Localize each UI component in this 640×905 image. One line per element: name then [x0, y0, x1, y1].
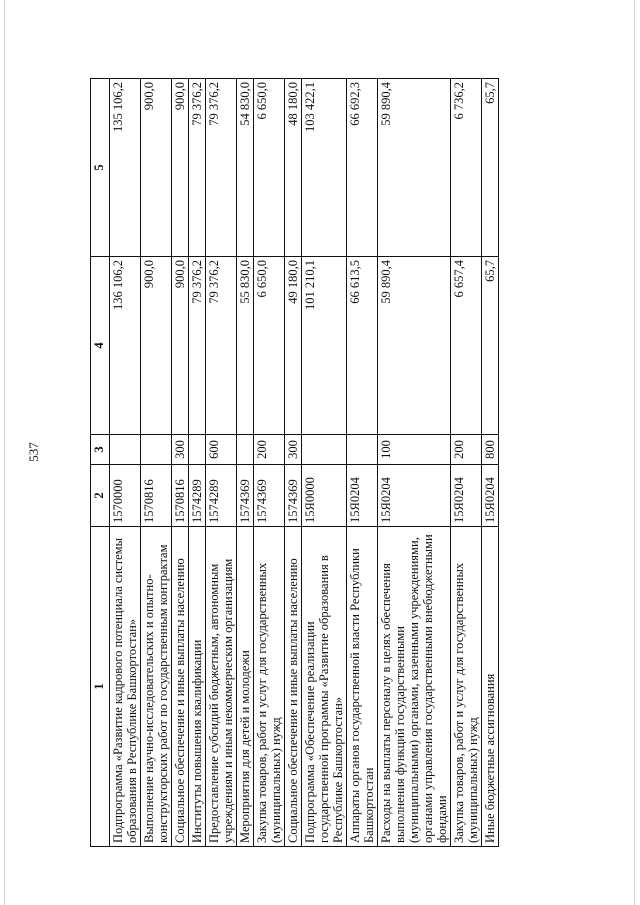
row-type-cell [110, 435, 141, 465]
row-value-col4-cell: 59 890,4 [378, 257, 451, 435]
header-col-5: 5 [91, 79, 110, 257]
row-value-col4-cell: 79 376,2 [189, 257, 206, 435]
row-name-cell: Закупка товаров, работ и услуг для государственных (муниципальных) нужд [254, 527, 285, 847]
row-type-cell [302, 435, 347, 465]
table-row [347, 79, 378, 847]
scan-edge-right [634, 0, 635, 905]
row-code-cell: 1570816 [141, 465, 172, 527]
row-value-col4-cell: 900,0 [172, 257, 189, 435]
row-value-col5-cell: 59 890,4 [378, 79, 451, 257]
row-name-cell: Подпрограмма «Развитие кадрового потенциала системы образования в Республике Башкортостан» [110, 527, 141, 847]
row-value-col4-cell: 136 106,2 [110, 257, 141, 435]
header-col-1: 1 [91, 527, 110, 847]
row-code-cell: 1574289 [189, 465, 206, 527]
rotated-content [90, 79, 520, 847]
row-value-col4-cell: 900,0 [141, 257, 172, 435]
row-type-cell: 300 [285, 435, 302, 465]
table-row [141, 79, 172, 847]
table-row [237, 79, 254, 847]
row-name-cell: Подпрограмма «Обеспечение реализации государственной программы «Развитие образования в Республике Башкортостан» [302, 527, 347, 847]
row-value-col5-cell: 900,0 [141, 79, 172, 257]
row-type-cell [189, 435, 206, 465]
row-value-col5-cell: 6 650,0 [254, 79, 285, 257]
row-code-cell: 1570000 [110, 465, 141, 527]
header-col-3: 3 [91, 435, 110, 465]
table-row [482, 79, 499, 847]
row-value-col5-cell: 48 180,0 [285, 79, 302, 257]
row-value-col5-cell: 900,0 [172, 79, 189, 257]
row-type-cell: 200 [451, 435, 482, 465]
table-row [378, 79, 451, 847]
row-type-cell [237, 435, 254, 465]
row-name-cell: Расходы на выплаты персоналу в целях обеспечения выполнения функций государственными (муниципальными) органами, казенными учреждениями, органами управления государственными внебюджетными фондами [378, 527, 451, 847]
row-name-cell: Иные бюджетные ассигнования [482, 527, 499, 847]
row-value-col5-cell: 6 736,2 [451, 79, 482, 257]
row-code-cell: 15Я0204 [451, 465, 482, 527]
header-row [91, 79, 110, 847]
table-row [172, 79, 189, 847]
row-code-cell: 15Я0204 [347, 465, 378, 527]
row-type-cell [347, 435, 378, 465]
row-type-cell [141, 435, 172, 465]
row-value-col4-cell: 101 210,1 [302, 257, 347, 435]
scan-edge-left [4, 0, 5, 905]
row-code-cell: 15Я0204 [482, 465, 499, 527]
row-name-cell: Мероприятия для детей и молодежи [237, 527, 254, 847]
table-row [110, 79, 141, 847]
table-row [189, 79, 206, 847]
row-value-col4-cell: 65,7 [482, 257, 499, 435]
row-code-cell: 1574369 [254, 465, 285, 527]
row-code-cell: 1574289 [206, 465, 237, 527]
row-code-cell: 15Я0204 [378, 465, 451, 527]
row-value-col4-cell: 6 650,0 [254, 257, 285, 435]
table-row [206, 79, 237, 847]
header-col-4: 4 [91, 257, 110, 435]
row-type-cell: 100 [378, 435, 451, 465]
row-type-cell: 600 [206, 435, 237, 465]
row-value-col4-cell: 66 613,5 [347, 257, 378, 435]
table-body [110, 79, 499, 847]
row-name-cell: Социальное обеспечение и иные выплаты населению [172, 527, 189, 847]
row-code-cell: 1574369 [285, 465, 302, 527]
row-name-cell: Социальное обеспечение и иные выплаты населению [285, 527, 302, 847]
row-value-col5-cell: 54 830,0 [237, 79, 254, 257]
row-value-col4-cell: 55 830,0 [237, 257, 254, 435]
row-name-cell: Закупка товаров, работ и услуг для государственных (муниципальных) нужд [451, 527, 482, 847]
row-value-col4-cell: 79 376,2 [206, 257, 237, 435]
row-value-col5-cell: 79 376,2 [206, 79, 237, 257]
row-name-cell: Предоставление субсидий бюджетным, автономным учреждениям и иным некоммерческим организациям [206, 527, 237, 847]
row-code-cell: 1570816 [172, 465, 189, 527]
row-value-col5-cell: 103 422,1 [302, 79, 347, 257]
row-name-cell: Выполнение научно-исследовательских и опытно-конструкторских работ по государственным контрактам [141, 527, 172, 847]
row-value-col5-cell: 79 376,2 [189, 79, 206, 257]
row-type-cell: 800 [482, 435, 499, 465]
row-name-cell: Институты повышения квалификации [189, 527, 206, 847]
row-code-cell: 1574369 [237, 465, 254, 527]
table-row [302, 79, 347, 847]
budget-table [90, 78, 499, 847]
row-value-col4-cell: 49 180,0 [285, 257, 302, 435]
row-code-cell: 15Я0000 [302, 465, 347, 527]
page-number: 537 [26, 442, 41, 462]
row-name-cell: Аппараты органов государственной власти Республики Башкортостан [347, 527, 378, 847]
table-row [254, 79, 285, 847]
row-type-cell: 300 [172, 435, 189, 465]
table-row [285, 79, 302, 847]
header-col-2: 2 [91, 465, 110, 527]
row-value-col4-cell: 6 657,4 [451, 257, 482, 435]
table-row [451, 79, 482, 847]
row-value-col5-cell: 135 106,2 [110, 79, 141, 257]
row-value-col5-cell: 66 692,3 [347, 79, 378, 257]
row-value-col5-cell: 65,7 [482, 79, 499, 257]
row-type-cell: 200 [254, 435, 285, 465]
